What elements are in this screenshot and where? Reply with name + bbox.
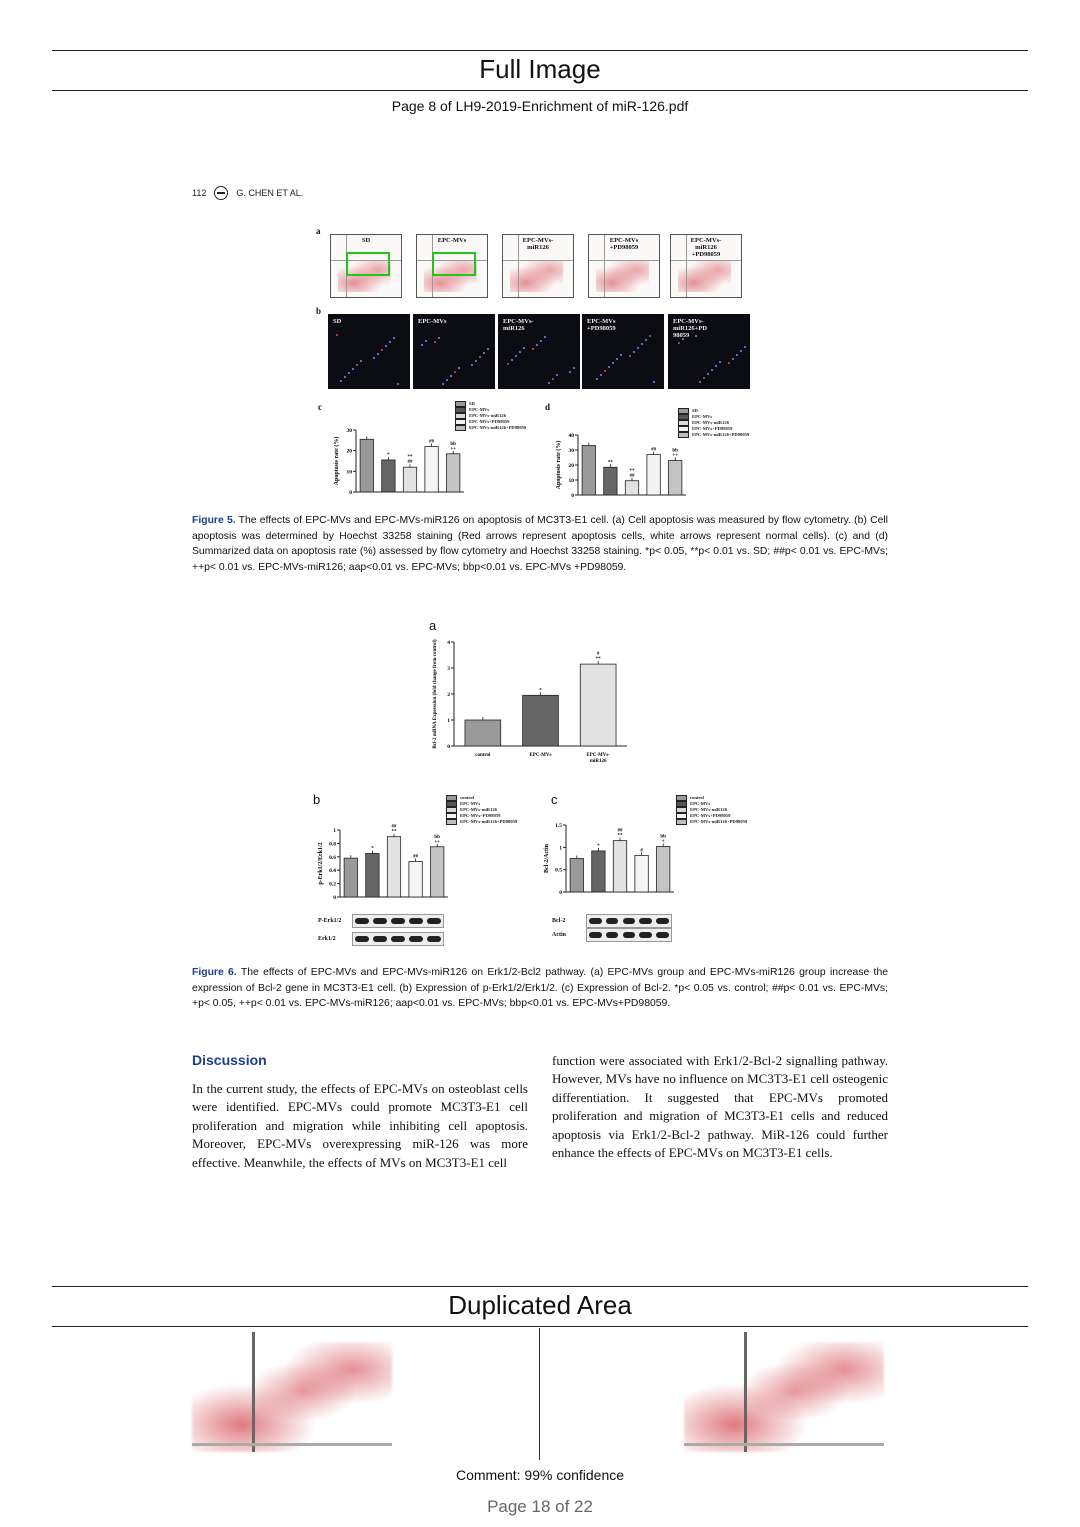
cell-dot [573, 367, 575, 369]
cell-dot [556, 374, 558, 376]
cell-dot [511, 359, 513, 361]
significance-mark: ## [413, 854, 419, 860]
duplicated-crop-left [192, 1332, 392, 1452]
cell-dot [740, 350, 742, 352]
cell-dot [728, 362, 730, 364]
legend-label: SD [692, 408, 698, 413]
y-tick-label: 1 [333, 828, 336, 834]
flow-plot-5 [670, 234, 742, 298]
y-tick-label: 0 [571, 493, 574, 499]
significance-mark: * [539, 688, 542, 694]
cell-dot [604, 370, 606, 372]
page-indicator: Page 18 of 22 [487, 1497, 593, 1516]
flow-plot-title: SD [361, 237, 371, 244]
y-tick-label: 4 [447, 640, 450, 646]
legend-label: EPC-MVs-miR126 [460, 807, 497, 812]
cell-dot [633, 351, 635, 353]
significance-mark: bb [434, 834, 440, 840]
cell-dot [536, 344, 538, 346]
significance-mark: ## [617, 828, 623, 834]
significance-mark: ** [607, 460, 613, 466]
duplicated-crop-right [684, 1332, 884, 1452]
cell-dot [645, 339, 647, 341]
cell-dot [385, 345, 387, 347]
cell-dot [421, 344, 423, 346]
significance-mark: ## [407, 460, 413, 466]
legend-label: EPC-MVs-miR126 [692, 420, 729, 425]
y-tick-label: 20 [568, 463, 574, 469]
cell-dot [360, 360, 362, 362]
bar [613, 841, 626, 892]
legend-label: control [690, 795, 704, 800]
bar [360, 439, 373, 492]
bar [344, 858, 357, 897]
fig5-panel-b-label: b [316, 306, 322, 316]
cell-dot [540, 340, 542, 342]
x-category-label: EPC-MVs [529, 753, 552, 758]
bar [447, 454, 460, 492]
fig6c-legend [676, 795, 747, 825]
duplicated-area-title: Duplicated Area [448, 1290, 632, 1320]
stain-image-5 [668, 314, 750, 389]
cell-dot [515, 355, 517, 357]
y-tick-label: 0.6 [329, 854, 336, 861]
cell-dot [377, 353, 379, 355]
y-axis-label: Apoptosis rate (%) [334, 436, 340, 486]
y-tick-label: 0.2 [329, 881, 336, 888]
stain-image-3 [498, 314, 580, 389]
x-category-label: miR126 [589, 759, 607, 764]
significance-mark: ** [629, 468, 635, 474]
fig6-panel-b-label: b [313, 792, 321, 807]
y-tick-label: 2 [447, 692, 450, 698]
y-tick-label: 0 [447, 744, 450, 750]
fig5-caption: Figure 5. The effects of EPC-MVs and EPC-MVs-miR126 on apoptosis of MC3T3-E1 cell. (a) Cell apoptosis was measured by flow cytometry. (b) Cell apoptosis was determined by Hoechst 33258 staining (Red arrows represent apoptosis cells, white arrows represent normal cells). (c) and (d) Summarized data on apoptosis rate (%) assessed by flow cytometry and Hoechst 33258 staining. *p< 0.05, **p< 0.01 vs. SD; ##p< 0.01 vs. EPC-MVs; ++p< 0.01 vs. EPC-MVs-miR126; aap<0.01 vs. EPC-MVs; bbp<0.01 vs. EPC-MVs +PD98059. [192, 515, 888, 573]
cell-dot [487, 348, 489, 350]
cell-dot [600, 374, 602, 376]
significance-mark: bb [672, 448, 678, 454]
legend-label: EPC-MVs [460, 801, 481, 806]
cell-dot [612, 362, 614, 364]
y-tick-label: 30 [346, 428, 352, 434]
dup-title-rule [52, 1326, 1028, 1327]
legend-label: control [460, 795, 474, 800]
flow-plot-title: EPC-MVs- miR126 [522, 237, 554, 251]
significance-mark: * [371, 846, 374, 852]
cell-dot [544, 336, 546, 338]
cell-dot [458, 367, 460, 369]
cell-dot [678, 342, 680, 344]
fig6-caption: Figure 6. The effects of EPC-MVs and EPC-MVs-miR126 on Erk1/2-Bcl2 pathway. (a) EPC-MVs group and EPC-MVs-miR126 group increase the expression of Bcl-2 gene in MC3T3-E1 cell. (b) Expression of p-Erk1/2/Erk1/2. (c) Expression of Bcl-2. *p< 0.05 vs. control; ##p< 0.01 vs. EPC-MVs; +p< 0.05, ++p< 0.01 vs. EPC-MVs-miR126; aap<0.01 vs. EPC-MVs; bbp<0.01 vs. EPC-MVs+PD98059. [192, 967, 889, 1009]
y-tick-label: 0.5 [555, 867, 562, 874]
cell-dot [719, 361, 721, 363]
cell-dot [569, 371, 571, 373]
cell-dot [552, 378, 554, 380]
cell-dot [397, 383, 399, 385]
flow-plot-title: EPC-MVs +PD98059 [609, 237, 639, 251]
stain-image-2 [413, 314, 495, 389]
cell-dot [608, 366, 610, 368]
significance-mark: bb [660, 834, 666, 840]
legend-label: EPC-MVs [692, 414, 713, 419]
cell-dot [732, 358, 734, 360]
discussion-col-2: function were associated with Erk1/2-Bcl-2 signalling pathway. However, MVs have no influence on MC3T3-E1 cell osteogenic differentiation. It suggested that EPC-MVs promoted proliferation and migration of MC3T3-E1 cells and reduced apoptosis via Erk1/2-Bcl-2 pathway. MiR-126 could further enhance the effects of EPC-MVs on MC3T3-E1 cells. [552, 1053, 888, 1161]
cell-dot [707, 373, 709, 375]
cell-dot [389, 341, 391, 343]
bar [635, 855, 648, 892]
bar [366, 853, 379, 897]
cell-dot [434, 341, 436, 343]
cell-dot [446, 379, 448, 381]
legend-label: EPC-MVs-miR126 [690, 807, 727, 812]
bar [523, 695, 559, 746]
cell-dot [373, 357, 375, 359]
legend-entry [446, 819, 517, 825]
fig6b-bar-chart [314, 820, 454, 905]
cell-dot [711, 369, 713, 371]
stain-image-title: SD [333, 318, 342, 325]
significance-mark: ++ [450, 446, 457, 452]
legend-label: EPC-MVs-miR126+PD98059 [469, 425, 527, 430]
y-tick-label: 10 [568, 478, 574, 484]
y-tick-label: 3 [447, 666, 450, 672]
legend-label: SD [469, 401, 475, 406]
bar [604, 467, 617, 495]
cell-dot [649, 335, 651, 337]
cell-dot [450, 375, 452, 377]
significance-mark: ** [595, 657, 601, 663]
bar [669, 461, 682, 496]
legend-label: EPC-MVs-miR126+PD98059 [690, 819, 748, 824]
cell-dot [381, 349, 383, 351]
discussion-heading: Discussion [192, 1052, 267, 1068]
cell-dot [523, 347, 525, 349]
y-axis-label: p-Erk1/2/Erk1/2 [318, 842, 324, 885]
duplicate-highlight-box-2 [432, 252, 476, 276]
cell-dot [548, 382, 550, 384]
blot-b-row-1: P-Erk1/2 [318, 914, 444, 928]
cell-dot [344, 376, 346, 378]
cell-dot [629, 355, 631, 357]
significance-mark: ## [391, 824, 397, 830]
fig6a-bar-chart [428, 632, 633, 772]
flow-plot-3 [502, 234, 574, 298]
stain-image-4 [582, 314, 664, 389]
fig5-panel-d-label: d [545, 402, 551, 412]
dup-top-rule [52, 1286, 1028, 1287]
cell-dot [336, 334, 338, 336]
source-file-label: Page 8 of LH9-2019-Enrichment of miR-126.pdf [391, 98, 689, 114]
stain-image-title: EPC-MVs- miR126+PD 98059 [673, 318, 708, 339]
significance-mark: # [640, 848, 643, 854]
cell-dot [425, 340, 427, 342]
bar [570, 859, 583, 893]
y-tick-label: 30 [568, 448, 574, 454]
y-tick-label: 1.5 [555, 823, 562, 829]
cell-dot [715, 365, 717, 367]
flow-plot-title: EPC-MVs- miR126 +PD98059 [690, 237, 722, 258]
fig6-panel-c-label: c [551, 792, 558, 807]
significance-mark: ++ [672, 453, 679, 459]
running-header [192, 186, 303, 200]
x-category-label: control [475, 753, 491, 758]
blot-c-row-1: Bcl-2 [552, 914, 672, 928]
significance-mark: ## [429, 439, 435, 445]
bar [387, 837, 400, 897]
cell-dot [620, 354, 622, 356]
significance-mark: ** [407, 455, 413, 461]
stain-image-1 [328, 314, 410, 389]
bar [657, 846, 670, 892]
stain-image-title: EPC-MVs +PD98059 [587, 318, 616, 332]
y-axis-label: Bcl-2/Actin [544, 844, 550, 873]
discussion-col-1: In the current study, the effects of EPC-MVs on osteoblast cells were identified. EPC-MVs could promote MC3T3-E1 cell proliferation and migration while inhibiting cell apoptosis. Moreover, EPC-MVs overexpressing miR-126 was more effective. Meanwhile, the effects of MVs on MC3T3-E1 cell [192, 1081, 528, 1170]
fig6b-legend [446, 795, 517, 825]
cell-dot [348, 372, 350, 374]
bar [431, 847, 444, 897]
significance-mark: ## [651, 447, 657, 453]
y-tick-label: 20 [346, 448, 352, 455]
bar [592, 851, 605, 892]
legend-label: EPC-MVs-miR126+PD98059 [460, 819, 518, 824]
fig6c-bar-chart [540, 815, 680, 900]
cell-dot [483, 352, 485, 354]
cell-dot [532, 348, 534, 350]
legend-label: EPC-MVs+PD98059 [692, 426, 733, 431]
significance-mark: ++ [434, 839, 441, 845]
cell-dot [507, 363, 509, 365]
legend-label: EPC-MVs+PD98059 [469, 419, 510, 424]
blot-c-row-2: Actin [552, 928, 672, 942]
page-number: 112 [192, 188, 207, 198]
y-tick-label: 0 [349, 490, 352, 496]
cell-dot [471, 364, 473, 366]
fig6-panel-a-label: a [429, 618, 437, 633]
cell-dot [454, 371, 456, 373]
confidence-comment: Comment: 99% confidence [455, 1467, 625, 1483]
cell-dot [637, 347, 639, 349]
legend-label: EPC-MVs+PD98059 [460, 813, 501, 818]
significance-mark: ## [629, 473, 635, 479]
cell-dot [393, 337, 395, 339]
legend-label: EPC-MVs-miR126 [469, 413, 506, 418]
flow-plot-4 [588, 234, 660, 298]
y-tick-label: 1 [447, 718, 450, 724]
y-tick-label: 10 [346, 469, 352, 476]
bar [625, 481, 638, 495]
fig5-panel-c-label: c [318, 402, 322, 412]
significance-mark: + [661, 839, 665, 845]
y-axis-label: Apoptosis rate (%) [556, 440, 562, 490]
significance-mark: # [596, 652, 600, 658]
full-image-title: Full Image [479, 54, 601, 84]
cell-dot [442, 383, 444, 385]
stain-image-title: EPC-MVs- miR126 [503, 318, 534, 332]
bar [425, 447, 438, 492]
fig5c-bar-chart [330, 420, 470, 500]
y-axis-label: Bcl-2 mRNA Expression (fold change from control) [433, 639, 438, 749]
running-authors: G. CHEN ET AL. [236, 188, 304, 198]
bar [580, 664, 616, 746]
cell-dot [616, 358, 618, 360]
y-tick-label: 1 [559, 845, 562, 852]
y-tick-label: 0 [333, 895, 336, 901]
cell-dot [352, 368, 354, 370]
cell-dot [699, 381, 701, 383]
flow-plot-title: EPC-MVs [437, 237, 467, 244]
cell-dot [736, 354, 738, 356]
bar [403, 467, 416, 492]
cell-dot [703, 377, 705, 379]
fig5d-bar-chart [552, 425, 692, 503]
duplicate-highlight-box-1 [346, 252, 390, 276]
bar [647, 455, 660, 496]
legend-label: EPC-MVs [469, 407, 490, 412]
y-tick-label: 40 [568, 433, 574, 439]
significance-mark: ** [391, 829, 397, 835]
publisher-logo-icon [214, 186, 228, 200]
significance-mark: ** [617, 833, 623, 839]
significance-mark: * [387, 452, 390, 458]
x-category-label: EPC-MVs- [586, 753, 610, 758]
bar [582, 446, 595, 496]
cell-dot [596, 378, 598, 380]
legend-label: EPC-MVs-miR126+PD98059 [692, 432, 750, 437]
y-tick-label: 0 [559, 890, 562, 896]
legend-label: EPC-MVs+PD98059 [690, 813, 731, 818]
bar [409, 861, 422, 897]
cell-dot [744, 346, 746, 348]
cell-dot [479, 356, 481, 358]
cell-dot [641, 343, 643, 345]
blot-b-row-2: Erk1/2 [318, 932, 444, 946]
bar [465, 720, 501, 746]
cell-dot [438, 337, 440, 339]
y-tick-label: 0.4 [329, 868, 336, 875]
fig5-panel-a-label: a [316, 226, 321, 236]
cell-dot [519, 351, 521, 353]
cell-dot [340, 380, 342, 382]
y-tick-label: 0.8 [329, 841, 336, 848]
significance-mark: bb [450, 441, 456, 447]
significance-mark: * [597, 843, 600, 849]
cell-dot [356, 364, 358, 366]
bar [382, 460, 395, 492]
legend-entry [676, 819, 747, 825]
crop-divider [539, 1328, 540, 1460]
legend-label: EPC-MVs [690, 801, 711, 806]
cell-dot [653, 381, 655, 383]
stain-image-title: EPC-MVs [418, 318, 447, 325]
cell-dot [475, 360, 477, 362]
